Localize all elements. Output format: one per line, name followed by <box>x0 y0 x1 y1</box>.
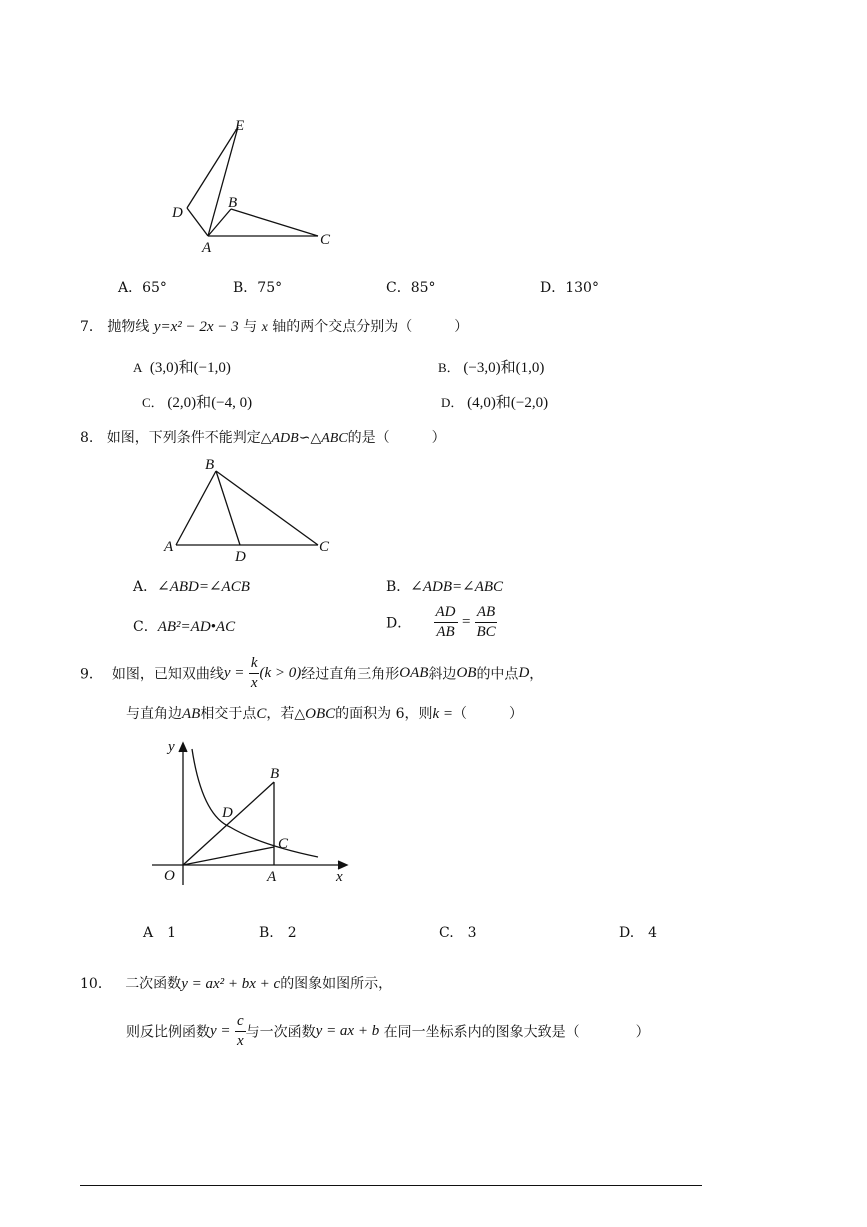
q6-figure <box>160 110 350 260</box>
q6-label-e: E <box>235 118 245 134</box>
q7-option-c[interactable]: C． (2,0)和(−4, 0) <box>142 395 253 411</box>
q9-figure <box>150 735 360 895</box>
q8-text1: 如图，下列条件不能判定△ <box>106 430 272 446</box>
q9-label-y: y <box>168 739 175 755</box>
q9-option-b[interactable]: B. 2 <box>259 925 297 941</box>
q9-line1: 9． 如图，已知双曲线y = $\frac{k}{x}$ (k > 0)经过直角三角形OAB斜边OB的中点D， <box>80 655 544 691</box>
q6-option-d[interactable]: D．130° <box>540 280 599 296</box>
q7-option-d[interactable]: D． (4,0)和(−2,0) <box>441 395 549 411</box>
q10-line2: 则反比例函数y = $\frac{c}{x}$ 与一次函数y = ax + b 在同一坐标系内的图象大致是（ ） <box>126 1013 650 1049</box>
q7-text-pre: 抛物线 <box>107 319 150 335</box>
q7-option-b[interactable]: B． (−3,0)和(1,0) <box>438 360 545 376</box>
q8-label-b: B <box>205 457 215 473</box>
q7-option-a[interactable]: A (3,0)和(−1,0) <box>133 360 231 376</box>
q6-label-b: B <box>228 195 238 211</box>
q9-option-d[interactable]: D. 4 <box>619 925 658 941</box>
q8-option-c[interactable]: C．AB²=AD•AC <box>133 619 236 635</box>
q7-question <box>80 316 468 336</box>
q7-number: 7． <box>80 319 103 335</box>
q6-option-c[interactable]: C．85° <box>386 280 436 296</box>
q9-label-a: A <box>267 869 277 885</box>
q9-label-x: x <box>336 869 343 885</box>
q10-line1: 10． 二次函数y = ax² + bx + c的图象如图所示， <box>80 976 393 992</box>
q9-label-o: O <box>164 868 175 884</box>
q7-text-post: 轴的两个交点分别为（ ） <box>272 319 469 335</box>
q8-option-a[interactable]: A．∠ABD=∠ACB <box>133 579 250 595</box>
q8-label-d: D <box>235 549 246 565</box>
q9-line2: 与直角边AB相交于点C，若△OBC的面积为 6，则k =（ ） <box>126 706 524 722</box>
q10-number: 10． <box>80 976 112 992</box>
q9-label-b: B <box>270 766 280 782</box>
q8-label-a: A <box>164 539 174 555</box>
q6-label-c: C <box>320 232 331 248</box>
q8-question: 8. 如图，下列条件不能判定△ADB∽△ABC的是（ ） <box>80 430 446 446</box>
q8-number: 8. <box>80 430 94 446</box>
q8-text2: 的是（ ） <box>347 430 446 446</box>
q8-figure <box>160 455 340 565</box>
q9-number: 9． <box>80 666 103 683</box>
q9-label-c: C <box>278 836 289 852</box>
q6-option-b[interactable]: B．75° <box>233 280 283 296</box>
q7-axis: x <box>261 320 268 335</box>
q8-option-d[interactable]: D． $\frac{AD}{AB}$ = $\frac{AB}{BC}$ <box>386 604 496 640</box>
q9-option-c[interactable]: C. 3 <box>439 925 477 941</box>
q6-option-a[interactable]: A．65° <box>118 280 167 296</box>
q6-label-d: D <box>172 205 183 221</box>
q9-option-a[interactable]: A 1 <box>143 925 177 941</box>
q6-label-a: A <box>202 240 212 256</box>
footer-rule <box>80 1185 702 1186</box>
q7-text-mid: 与 <box>243 319 258 335</box>
q9-label-d: D <box>222 805 233 821</box>
q7-equation: y=x² − 2x − 3 <box>153 319 239 335</box>
q8-option-b[interactable]: B．∠ADB=∠ABC <box>386 579 504 595</box>
q8-label-c: C <box>319 539 330 555</box>
